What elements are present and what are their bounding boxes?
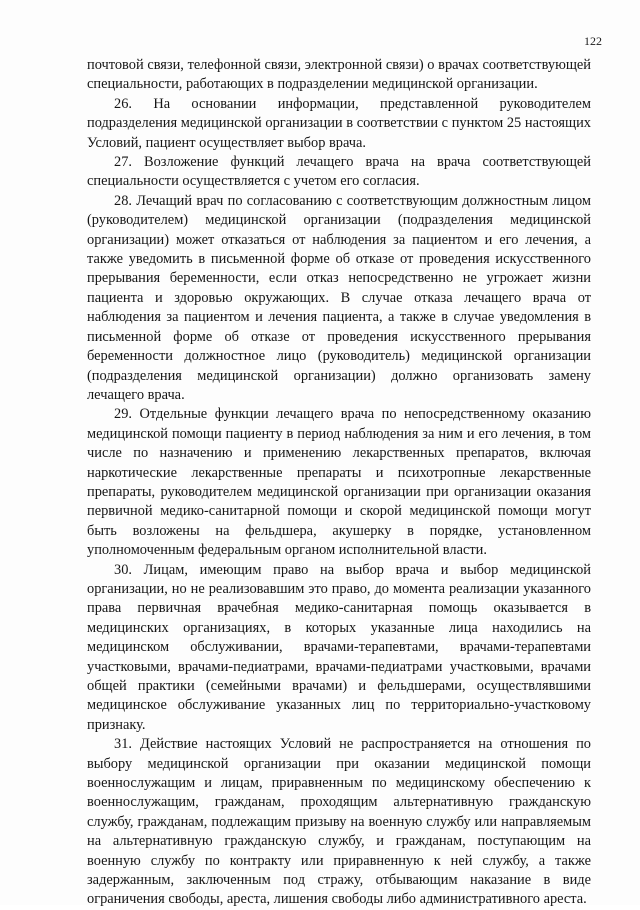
paragraph-28: 28. Лечащий врач по согласованию с соответствующим должностным лицом (руководителем) медицинской организации (подразделения медицинской организации) может отказаться от наблюдения за пациентом и его лечения, а также уведомить в письменной форме об отказе от проведения искусственного прерывания беременности, если отказ непосредственно не угрожает жизни пациента и здоровью окружающих. В случае отказа лечащего врача от наблюдения за пациентом и лечения пациента, а также в случае уведомления в письменной форме об отказе от проведения искусственного прерывания беременности должностное лицо (руководитель) медицинской организации (подразделения медицинской организации) должно организовать замену лечащего врача.: [87, 192, 591, 403]
document-body: [87, 56, 591, 910]
paragraph-continuation: почтовой связи, телефонной связи, электронной связи) о врачах соответствующей специальности, работающих в подразделении медицинской организации.: [87, 57, 591, 93]
paragraph-26: 26. На основании информации, представленной руководителем подразделения медицинской организации в соответствии с пунктом 25 настоящих Условий, пациент осуществляет выбор врача.: [87, 95, 591, 151]
page-number: 122: [584, 34, 602, 48]
paragraph-31: 31. Действие настоящих Условий не распространяется на отношения по выбору медицинской организации при оказании медицинской помощи военнослужащим и лицам, приравненным по медицинскому обеспечению к военнослужащим, гражданам, проходящим альтернативную гражданскую службу, гражданам, подлежащим призыву на военную службу или направляемым на альтернативную гражданскую службу, и гражданам, поступающим на военную службу по контракту или приравненную к ней службу, а также задержанным, заключенным под стражу, отбывающим наказание в виде ограничения свободы, ареста, лишения свободы либо административного ареста.: [87, 736, 591, 908]
paragraph-30: 30. Лицам, имеющим право на выбор врача и выбор медицинской организации, но не реализовавшим это право, до момента реализации указанного права первичная врачебная медико-санитарная помощь оказывается в медицинских организациях, в которых указанные лица находились на медицинском обслуживании, врачами-терапевтами, врачами-терапевтами участковыми, врачами-педиатрами, врачами-педиатрами участковыми, врачами общей практики (семейными врачами) и фельдшерами, осуществлявшими медицинское обслуживание указанных лиц по территориально-участковому признаку.: [87, 561, 591, 733]
paragraph-27: 27. Возложение функций лечащего врача на врача соответствующей специальности осуществляется с учетом его согласия.: [87, 154, 591, 190]
paragraph-29: 29. Отдельные функции лечащего врача по непосредственному оказанию медицинской помощи пациенту в период наблюдения за ним и его лечения, в том числе по назначению и применению лекарственных препаратов, включая наркотические лекарственные препараты и психотропные лекарственные препараты, руководителем медицинской организации при организации оказания первичной медико-санитарной помощи и скорой медицинской помощи могут быть возложены на фельдшера, акушерку в порядке, установленном уполномоченным федеральным органом исполнительной власти.: [87, 406, 591, 559]
